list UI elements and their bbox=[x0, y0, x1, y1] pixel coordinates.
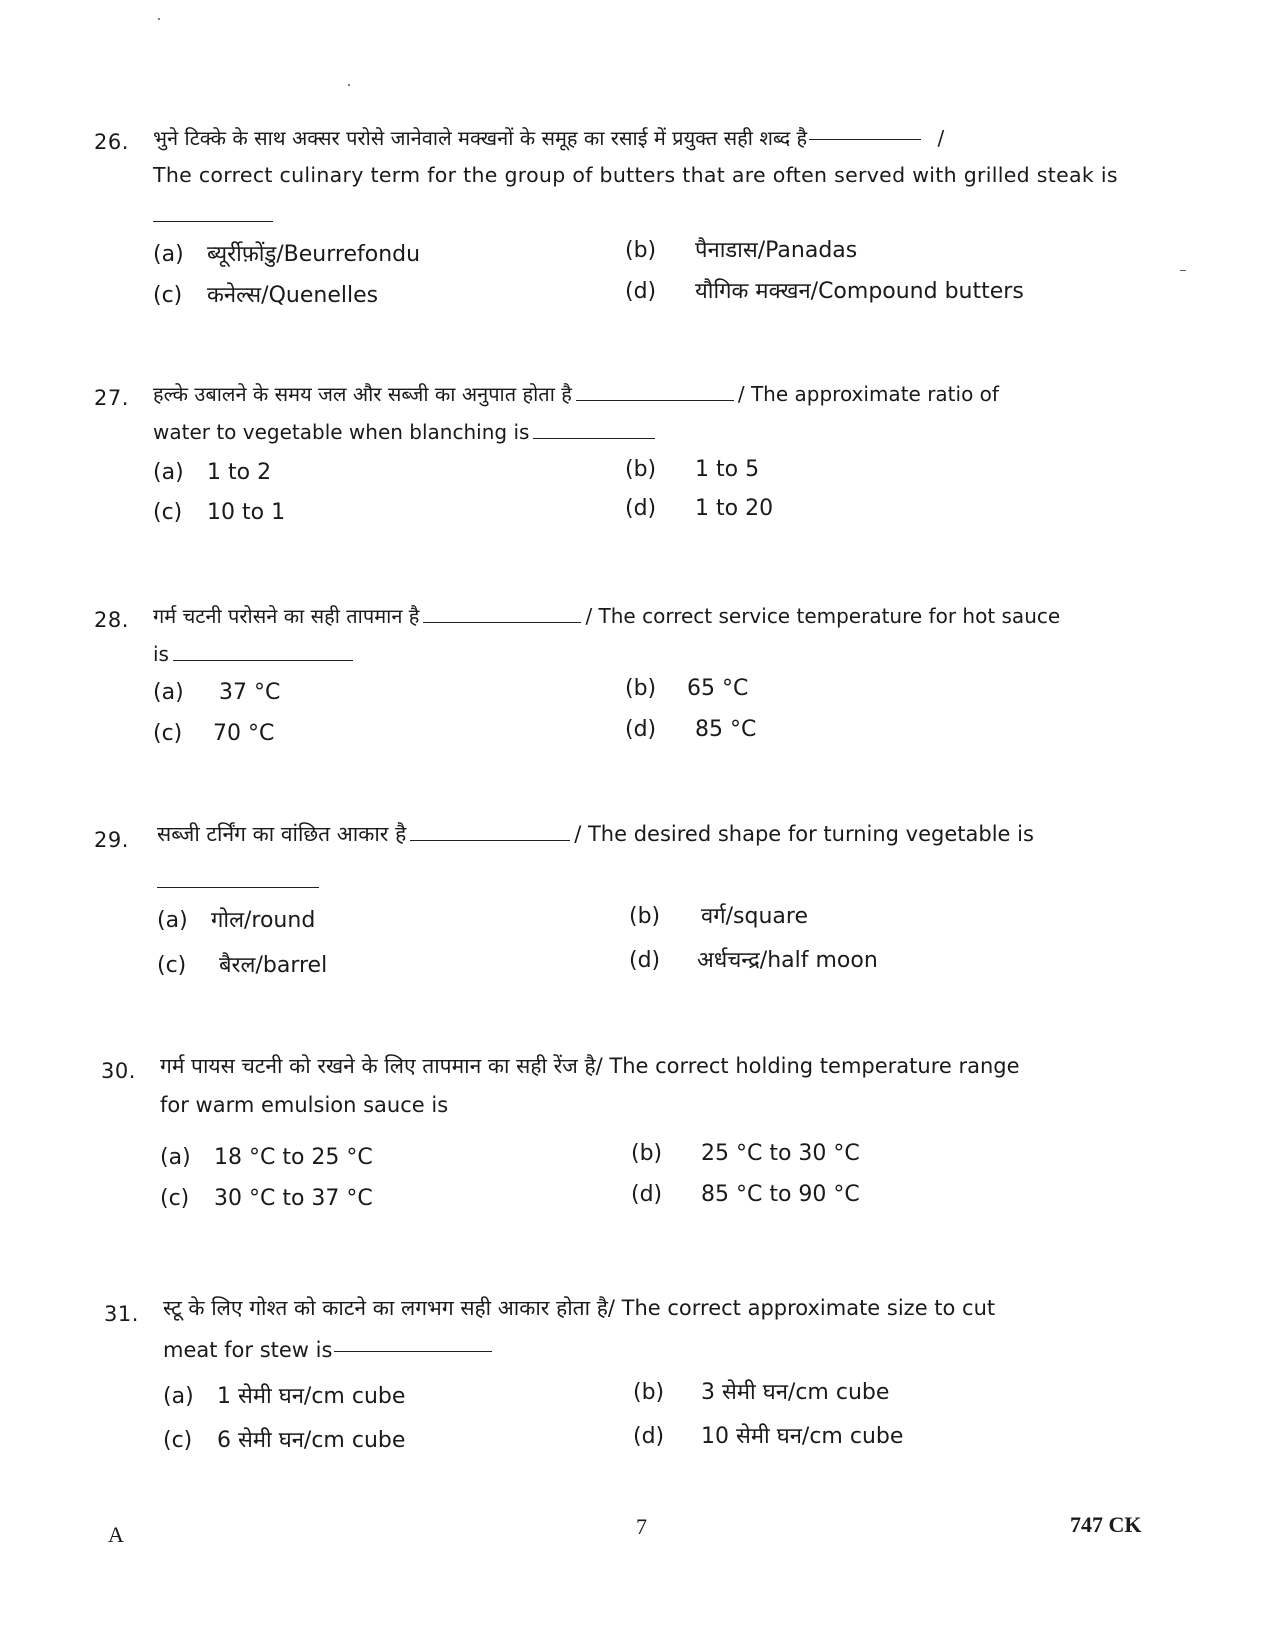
footer-set-code: A bbox=[108, 1522, 124, 1547]
question-text-hindi: भुने टिक्के के साथ अक्सर परोसे जानेवाले मक्खनों के समूह का रसाई में प्रयुक्त सही शब्द है / bbox=[153, 126, 945, 150]
option-c: (c) 70 °C bbox=[153, 721, 275, 746]
scan-speck bbox=[348, 84, 350, 86]
answer-blank bbox=[533, 437, 655, 439]
option-d: (d) यौगिक मक्खन/Compound butters bbox=[625, 279, 1024, 304]
option-a: (a) 18 °C to 25 °C bbox=[160, 1145, 373, 1170]
question-text: स्टू के लिए गोश्त को काटने का लगभग सही आकार होता है/ The correct approximate size to cut bbox=[163, 1296, 996, 1320]
answer-blank bbox=[153, 220, 273, 222]
option-d: (d) 10 सेमी घन/cm cube bbox=[633, 1424, 904, 1449]
answer-blank bbox=[576, 399, 734, 401]
answer-blank bbox=[173, 659, 353, 661]
option-a: (a) 1 to 2 bbox=[153, 460, 272, 485]
question-text: गर्म चटनी परोसने का सही तापमान है / The correct service temperature for hot sauce bbox=[153, 604, 1061, 628]
answer-blank bbox=[157, 886, 319, 888]
question-text: हल्के उबालने के समय जल और सब्जी का अनुपात होता है / The approximate ratio of bbox=[153, 382, 999, 406]
question-text-english: The correct culinary term for the group of butters that are often served with grilled steak is bbox=[153, 163, 1118, 187]
option-a: (a) ब्यूर्रीफ़ोंडु/Beurrefondu bbox=[153, 242, 421, 267]
footer-booklet-code: 747 CK bbox=[1070, 1512, 1142, 1537]
option-b: (b) पैनाडास/Panadas bbox=[625, 238, 858, 263]
answer-blank bbox=[334, 1351, 492, 1352]
option-c: (c) 30 °C to 37 °C bbox=[160, 1186, 373, 1211]
option-b: (b) वर्ग/square bbox=[629, 904, 808, 929]
option-d: (d) 85 °C bbox=[625, 717, 757, 742]
question-text-english: meat for stew is bbox=[163, 1338, 492, 1362]
option-c: (c) 10 to 1 bbox=[153, 500, 286, 525]
question-number: 28. bbox=[94, 608, 129, 632]
question-text: सब्जी टर्निंग का वांछित आकार है / The desired shape for turning vegetable is bbox=[157, 822, 1034, 846]
option-a: (a) 1 सेमी घन/cm cube bbox=[163, 1384, 406, 1409]
option-d: (d) 85 °C to 90 °C bbox=[631, 1182, 860, 1207]
answer-blank bbox=[809, 139, 921, 140]
answer-blank bbox=[423, 621, 581, 623]
option-b: (b) 65 °C bbox=[625, 676, 749, 701]
option-b: (b) 3 सेमी घन/cm cube bbox=[633, 1380, 890, 1405]
question-text-english: for warm emulsion sauce is bbox=[160, 1093, 449, 1117]
option-b: (b) 25 °C to 30 °C bbox=[631, 1141, 860, 1166]
question-number: 31. bbox=[104, 1302, 139, 1326]
option-c: (c) बैरल/barrel bbox=[157, 953, 328, 978]
question-text-english: is bbox=[153, 642, 357, 666]
option-c: (c) कनेल्स/Quenelles bbox=[153, 283, 379, 308]
question-text-english: water to vegetable when blanching is bbox=[153, 420, 659, 444]
question-number: 30. bbox=[101, 1059, 136, 1083]
option-b: (b) 1 to 5 bbox=[625, 457, 760, 482]
option-d: (d) अर्धचन्द्र/half moon bbox=[629, 948, 878, 973]
question-text: गर्म पायस चटनी को रखने के लिए तापमान का सही रेंज है/ The correct holding temperature range bbox=[160, 1054, 1020, 1078]
option-a: (a) 37 °C bbox=[153, 680, 281, 705]
question-number: 27. bbox=[94, 386, 129, 410]
answer-blank bbox=[410, 839, 570, 841]
option-d: (d) 1 to 20 bbox=[625, 496, 774, 521]
option-c: (c) 6 सेमी घन/cm cube bbox=[163, 1428, 406, 1453]
footer-page-number: 7 bbox=[636, 1514, 647, 1539]
option-a: (a) गोल/round bbox=[157, 908, 316, 933]
scan-speck bbox=[1180, 270, 1186, 271]
question-number: 26. bbox=[94, 130, 129, 154]
question-number: 29. bbox=[94, 828, 129, 852]
scan-speck bbox=[158, 18, 160, 20]
